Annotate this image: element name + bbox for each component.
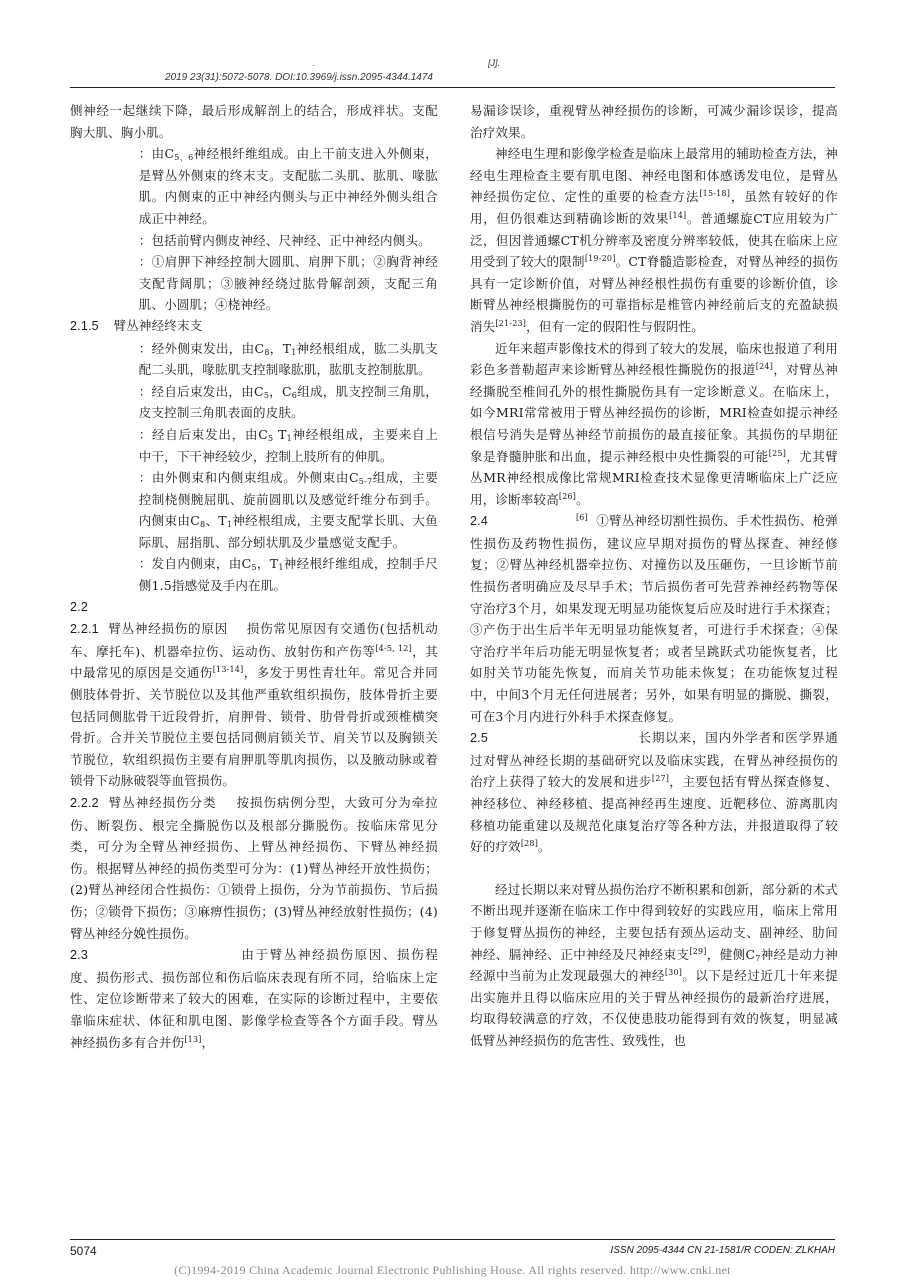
header-tag: [J]. [488,58,501,68]
issn-line: ISSN 2095-4344 CN 21-1581/R CODEN: ZLKHAH [610,1245,835,1256]
copyright-watermark: (C)1994-2019 China Academic Journal Electronic Publishing House. All rights reserved. http://www.cnki.net [174,1263,731,1277]
paragraph: ：经自后束发出，由$C_5$ $T_1$神经根组成，主要来自上中干，下干神经较少，控制上肢所有的伸肌。 [138,426,438,464]
paragraph: 2.2.1 臂丛神经损伤的原因 损伤常见原因有交通伤(包括机动车、摩托车)、机器牵拉伤、运动伤、放射伤和产伤等[4-5, 12]，其中最常见的原因是交通伤[13-14]，多发于男性青壮年。常见合并同侧肢体骨折、关节脱位以及其他严重软组织损伤，肢体骨折主要包括同侧肱骨干近段骨折，肩胛骨、锁骨、肋骨骨折或颈椎横突骨折。合并关节脱位主要包括同侧肩锁关节、肩关节以及胸锁关节脱位，软组织损伤主要有肩胛肌等肌肉损伤，以及腋动脉或着锁骨下动脉破裂等血管损伤。 [70,621,438,789]
running-header [0,58,905,72]
paragraph: ：经外侧束发出，由$C_8$，$T_1$神经根组成，肱二头肌支配二头肌，喙肱肌支控制喙肱肌，肱肌支控制肱肌。 [138,340,438,378]
paragraph: 2.3 由于臂丛神经损伤原因、损伤程度、损伤形式、损伤部位和伤后临床表现有所不同，给临床上定性、定位诊断带来了较大的困难，在实际的诊断过程中，主要依靠临床症状、体征和肌电图、影像学检查等各个方面手段。臂丛神经损伤多有合并伤[13]， [70,947,438,1050]
paragraph: ：发自内侧束，由$C_5$，$T_1$神经根纤维组成，控制手尺侧1.5指感觉及手内在肌。 [138,556,438,594]
paragraph: ：包括前臂内侧皮神经、尺神经、正中神经内侧头。 [138,232,431,248]
paragraph: ：由外侧束和内侧束组成。外侧束由$C_{5-7}$组成，主要控制桡侧腕屈肌、旋前圆肌以及感觉纤维分布到手。内侧束由$C_8$、$T_1$神经根组成，主要支配掌长肌、大鱼际肌、屈指肌、部分蚓状肌及少量感觉支配手。 [138,470,438,550]
page-number: 5074 [70,1244,97,1258]
paragraph: 易漏诊误诊，重视臂丛神经损伤的诊断，可减少漏诊误诊，提高治疗效果。 [470,103,838,140]
paragraph: ：由$C_{5、6}$神经根纤维组成。由上干前支进入外侧束，是臂丛外侧束的终末支。支配肱二头肌、肱肌、喙肱肌。内侧束的正中神经内侧头与正中神经外侧头组合成正中神经。 [138,146,438,226]
paragraph: 2.2.2 臂丛神经损伤分类 按损伤病例分型，大致可分为牵拉伤、断裂伤、根完全撕脱伤以及根部分撕脱伤。按临床常见分类，可分为全臂丛神经损伤、上臂丛神经损伤、下臂丛神经损伤。根据臂丛神经的损伤类型可分为：(1)臂丛神经开放性损伤；(2)臂丛神经闭合性损伤：①锁骨上损伤，分为节前损伤、节后损伤；②锁骨下损伤；③麻痹性损伤；(3)臂丛神经放射性损伤；(4)臂丛神经分娩性损伤。 [70,795,438,941]
paragraph: 侧神经一起继续下降，最后形成解剖上的结合，形成袢状。支配胸大肌、胸小肌。 [70,103,438,140]
paragraph: 神经电生理和影像学检查是临床上最常用的辅助检查方法，神经电生理检查主要有肌电图、神经电图和体感诱发电位，是臂丛神经损伤定位、定性的重要的检查方法[15-18]，虽然有较好的作用，但仍很难达到精确诊断的效果[14]。普通螺旋CT应用较为广泛，但因普通螺CT机分辨率及密度分辨率较低，使其在临床上应用受到了较大的限制[19-20]。CT脊髓造影检查，对臂丛神经的损伤具有一定诊断价值，对臂丛神经根性损伤有重要的诊断价值，诊断臂丛神经根撕脱伤的可靠指标是椎管内神经前后支的充盈缺损消失[21-23]，但有一定的假阳性与假阴性。 [470,146,838,334]
header-rule [70,87,835,88]
paragraph: 2.4 [6] ①臂丛神经切割性损伤、手术性损伤、枪弹性损伤及药物性损伤，建议应早期对损伤的臂丛探查、神经修复；②臂丛神经机器牵拉伤、对撞伤以及压砸伤，一旦诊断节前性损伤者明确应及尽早手术；节后损伤者可先营养神经药物等保守治疗3个月，如果发现无明显功能恢复后应及时进行手术探查；③产伤于出生后半年无明显功能恢复者，可进行手术探查；④保守治疗半年后功能无明显恢复者；或者呈跳跃式功能恢复者，比如肘关节功能先恢复，而肩关节功能未恢复；在功能恢复过程中，中间3个月无任何进展者；另外，如果有明显的撕脱、撕裂，可在3个月内进行外科手术探查修复。 [470,513,838,724]
paragraph: ：①肩胛下神经控制大圆肌、肩胛下肌；②胸背神经支配背阔肌；③腋神经绕过肱骨解剖颈，支配三角肌、小圆肌；④桡神经。 [138,254,438,313]
section-heading: 2.2 [70,599,88,614]
left-column [70,100,438,1230]
paragraph: 经过长期以来对臂丛损伤治疗不断积累和创新，部分新的术式不断出现并逐渐在临床工作中得到较好的实践应用，临床上常用于修复臂丛损伤的神经，主要包括有颈丛运动支、副神经、肋间神经、膈神经、正中神经及尺神经束支[29]，健侧$C_7$神经是动力神经源中当前为止发现最强大的神经[30]。以下是经过近几十年来提出实施并且得以临床应用的关于臂丛神经损伤的最新治疗进展，均取得较满意的疗效，不仅使患肢功能得到有效的恢复，明显减低臂丛神经损伤的危害性、致残性，也 [470,881,838,1048]
footer-rule [70,1239,835,1240]
citation-line: 2019 23(31):5072-5078. DOI:10.3969/j.issn.2095-4344.1474 [165,72,433,83]
header-dot: . [312,58,315,68]
paragraph: ：经自后束发出，由$C_5$，$C_6$组成，肌支控制三角肌，皮支控制三角肌表面的皮肤。 [138,383,438,421]
paragraph: 近年来超声影像技术的得到了较大的发展，临床也报道了利用彩色多普勒超声来诊断臂丛神经根性撕脱伤的报道[24]，对臂丛神经撕脱至椎间孔外的根性撕脱伤具有一定诊断意义。在临床上，如今MRI常常被用于臂丛神经损伤的诊断，MRI检查如提示神经根信号消失是臂丛神经节前损伤的最直接征象。其损伤的早期征象是脊髓肿胀和出血，提示神经根中央性撕裂的可能[25]，尤其臂丛MR神经根成像比常规MRI检查技术显像更清晰临床上广泛应用，诊断率较高[26]。 [470,340,838,507]
paragraph: 2.5 长期以来，国内外学者和医学界通过对臂丛神经长期的基础研究以及临床实践，在臂丛神经损伤的治疗上获得了较大的发展和进步[27]，主要包括有臂丛探查修复、神经移位、神经移植、提高神经再生速度、近靶移位、游离肌肉移植功能重建以及规范化康复治疗等各种方法，并报道取得了较好的疗效[28]。 [470,730,838,855]
right-column [470,100,838,1230]
section-heading: 2.1.5 臂丛神经终末支 [70,318,203,333]
